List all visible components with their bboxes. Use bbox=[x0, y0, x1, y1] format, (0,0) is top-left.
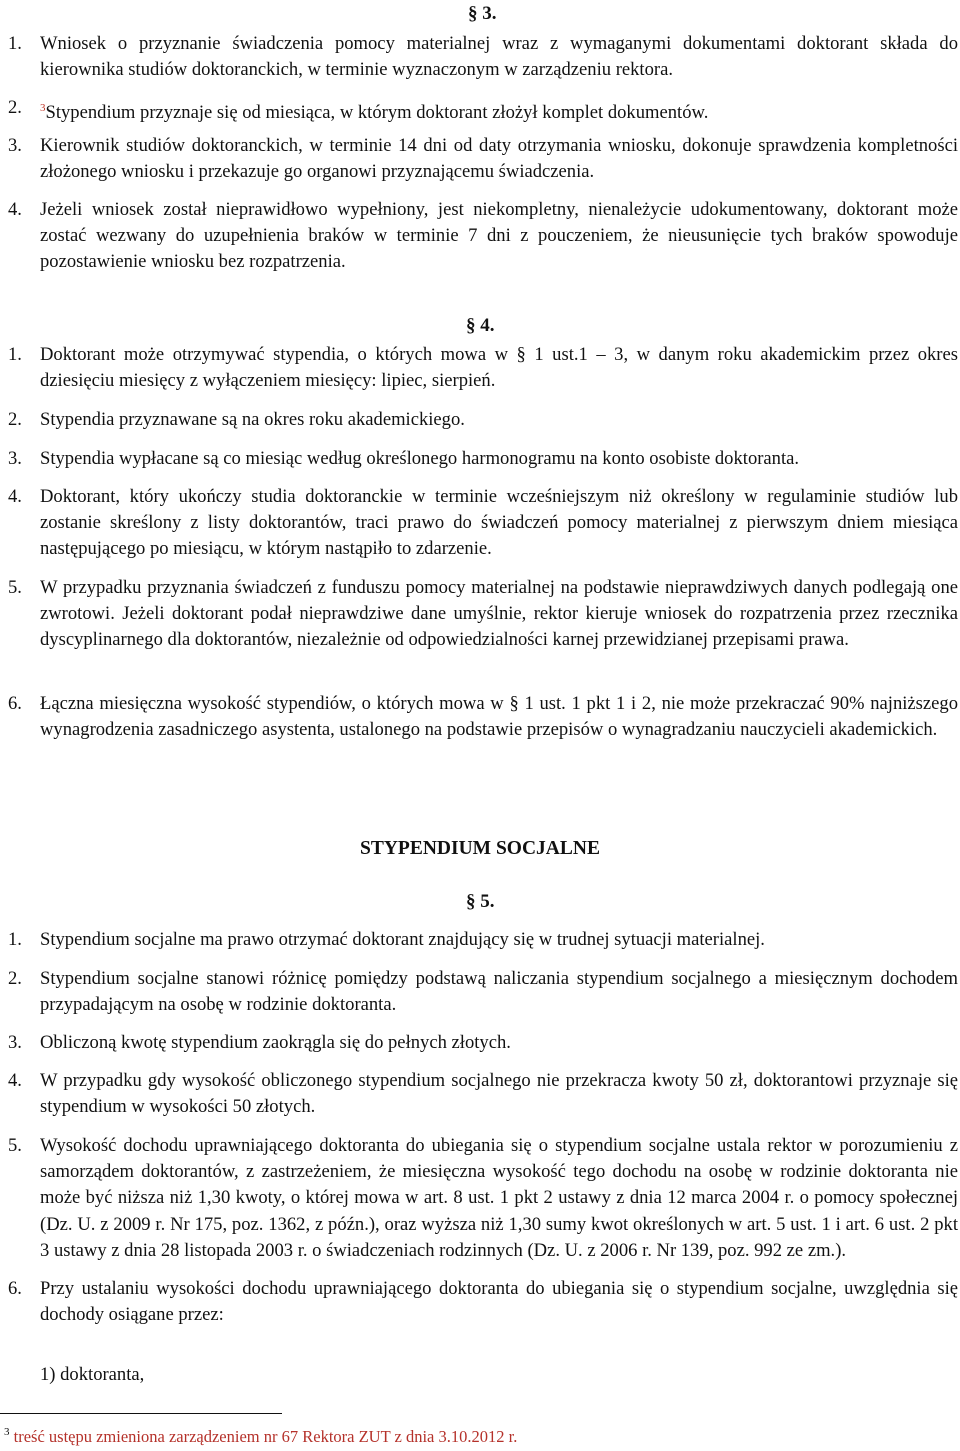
list-item: 6. Łączna miesięczna wysokość stypendiów, o których mowa w § 1 ust. 1 pkt 1 i 2, nie może przekraczać 90% najniższego wynagrodzenia zasadniczego asystenta, ustalonego na podstawie przepisów o wynagradzaniu nauczycieli akademickich. bbox=[8, 693, 958, 741]
list-item: 4. Jeżeli wniosek został nieprawidłowo wypełniony, jest niekompletny, nienależycie udokumentowany, doktorant może zostać wezwany do uzupełnienia braków w terminie 7 dni z pouczeniem, że nieusunięcie tych braków spowoduje pozostawienie wniosku bez rozpatrzenia. bbox=[8, 199, 958, 273]
list-item: 2. $^3$Stypendium przyznaje się od miesiąca, w którym doktorant złożył komplet dokumentów. bbox=[8, 97, 709, 123]
list-item: 2. Stypendia przyznawane są na okres roku akademickiego. bbox=[8, 409, 465, 430]
list-item: 1. Stypendium socjalne ma prawo otrzymać doktorant znajdujący się w trudnej sytuacji materialnej. bbox=[8, 929, 765, 950]
section-4-heading: § 4. bbox=[466, 315, 495, 336]
footnote-ref: 3 bbox=[40, 102, 46, 114]
section-5-heading: § 5. bbox=[466, 891, 495, 912]
list-item: 5. Wysokość dochodu uprawniającego doktoranta do ubiegania się o stypendium socjalne ustala rektor w porozumieniu z samorządem doktorantów, z zastrzeżeniem, że miesięczna wysokość tego dochodu na osobę w rodzinie doktoranta nie może być niższa niż 1,30 kwoty, o której mowa w art. 8 ust. 1 pkt 2 ustawy z dnia 12 marca 2004 r. o pomocy społecznej (Dz. U. z 2009 r. Nr 175, poz. 1362, z późn.), oraz wyższa niż 1,30 sumy kwot określonych w art. 5 ust. 1 i art. 6 ust. 2 pkt 3 ustawy z dnia 28 listopada 2003 r. o świadczeniach rodzinnych (Dz. U. z 2006 r. Nr 139, poz. 992 ze zm.). bbox=[8, 1135, 958, 1261]
list-item: 1. Wniosek o przyznanie świadczenia pomocy materialnej wraz z wymaganymi dokumentami doktorant składa do kierownika studiów doktoranckich, w terminie wyznaczonym w zarządzeniu rektora. bbox=[8, 33, 958, 81]
section-title: STYPENDIUM SOCJALNE bbox=[360, 838, 600, 859]
footnote-text: treść ustępu zmieniona zarządzeniem nr 67 Rektora ZUT z dnia 3.10.2012 r. bbox=[13, 1427, 518, 1446]
list-item: 5. W przypadku przyznania świadczeń z funduszu pomocy materialnej na podstawie nieprawdziwych danych podlegają one zwrotowi. Jeżeli doktorant podał nieprawdziwe dane umyślnie, rektor kieruje wniosek do rozpatrzenia przez rzecznika dyscyplinarnego dla doktorantów, niezależnie od odpowiedzialności karnej przewidzianej przepisami prawa. bbox=[8, 577, 958, 651]
sub-list-item: 1) doktoranta, bbox=[40, 1364, 145, 1385]
footnote-number: 3 bbox=[4, 1426, 10, 1438]
footnote-divider bbox=[0, 1413, 282, 1414]
list-item: 4. W przypadku gdy wysokość obliczonego stypendium socjalnego nie przekracza kwoty 50 zł, doktorantowi przyznaje się stypendium w wysokości 50 złotych. bbox=[8, 1070, 958, 1118]
list-item: 1. Doktorant może otrzymywać stypendia, o których mowa w § 1 ust.1 – 3, w danym roku akademickim przez okres dziesięciu miesięcy z wyłączeniem miesięcy: lipiec, sierpień. bbox=[8, 344, 958, 392]
footnote bbox=[4, 1421, 517, 1448]
list-item: 3. Stypendia wypłacane są co miesiąc według określonego harmonogramu na konto osobiste doktoranta. bbox=[8, 448, 800, 469]
list-item: 6. Przy ustalaniu wysokości dochodu uprawniającego doktoranta do ubiegania się o stypendium socjalne, uwzględnia się dochody osiągane przez: bbox=[8, 1278, 958, 1326]
list-item: 3. Obliczoną kwotę stypendium zaokrągla się do pełnych złotych. bbox=[8, 1032, 511, 1053]
list-item: 4. Doktorant, który ukończy studia doktoranckie w terminie wcześniejszym niż określony w regulaminie studiów lub zostanie skreślony z listy doktorantów, traci prawo do świadczeń pomocy materialnej z pierwszym dniem miesiąca następującego po miesiącu, w którym nastąpiło to zdarzenie. bbox=[8, 486, 958, 560]
list-item: 3. Kierownik studiów doktoranckich, w terminie 14 dni od daty otrzymania wniosku, dokonuje sprawdzenia kompletności złożonego wniosku i przekazuje go organowi przyznającemu świadczenia. bbox=[8, 135, 958, 183]
list-item: 2. Stypendium socjalne stanowi różnicę pomiędzy podstawą naliczania stypendium socjalnego a miesięcznym dochodem przypadającym na osobę w rodzinie doktoranta. bbox=[8, 968, 958, 1016]
section-3-heading: § 3. bbox=[468, 3, 497, 24]
